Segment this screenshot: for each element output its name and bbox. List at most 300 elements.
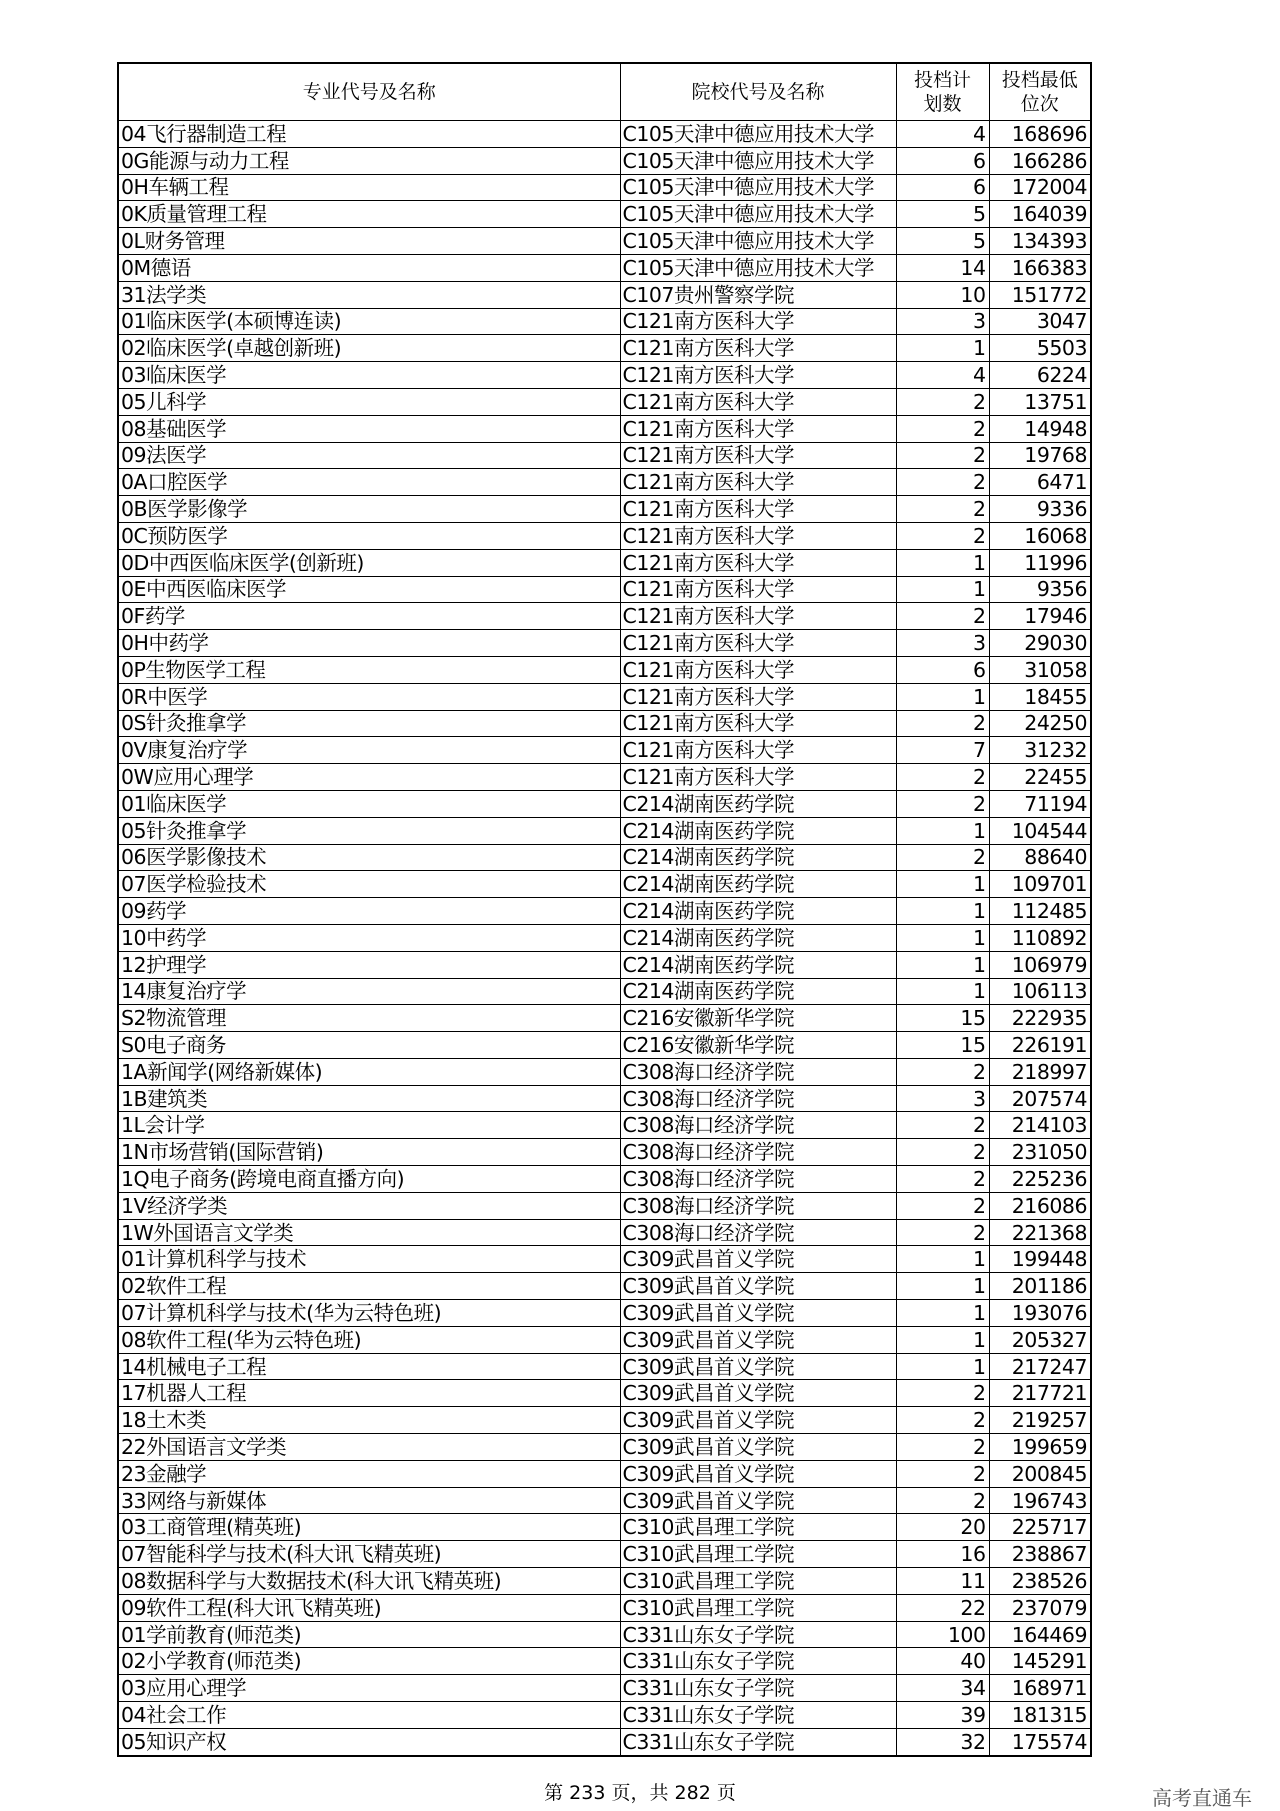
plan-count-cell: 1 bbox=[896, 1326, 989, 1353]
plan-count-cell: 5 bbox=[896, 201, 989, 228]
plan-count-cell: 2 bbox=[896, 1112, 989, 1139]
min-rank-cell: 110892 bbox=[989, 924, 1091, 951]
major-cell: 08基础医学 bbox=[118, 415, 620, 442]
header-school: 院校代号及名称 bbox=[620, 63, 896, 121]
min-rank-cell: 145291 bbox=[989, 1648, 1091, 1675]
school-cell: C105天津中德应用技术大学 bbox=[620, 174, 896, 201]
plan-count-cell: 14 bbox=[896, 254, 989, 281]
table-row bbox=[118, 630, 1091, 657]
school-cell: C105天津中德应用技术大学 bbox=[620, 121, 896, 148]
school-cell: C310武昌理工学院 bbox=[620, 1594, 896, 1621]
major-cell: 1Q电子商务(跨境电商直播方向) bbox=[118, 1166, 620, 1193]
plan-count-cell: 2 bbox=[896, 764, 989, 791]
major-cell: 10中药学 bbox=[118, 924, 620, 951]
header-plan-line1: 投档计 bbox=[913, 69, 971, 91]
major-cell: 22外国语言文学类 bbox=[118, 1434, 620, 1461]
school-cell: C214湖南医药学院 bbox=[620, 951, 896, 978]
major-cell: 0H车辆工程 bbox=[118, 174, 620, 201]
table-row bbox=[118, 1407, 1091, 1434]
school-cell: C214湖南医药学院 bbox=[620, 898, 896, 925]
min-rank-cell: 112485 bbox=[989, 898, 1091, 925]
school-cell: C105天津中德应用技术大学 bbox=[620, 147, 896, 174]
school-cell: C214湖南医药学院 bbox=[620, 871, 896, 898]
table-row bbox=[118, 228, 1091, 255]
major-cell: 0A口腔医学 bbox=[118, 469, 620, 496]
major-cell: 06医学影像技术 bbox=[118, 844, 620, 871]
school-cell: C121南方医科大学 bbox=[620, 576, 896, 603]
min-rank-cell: 237079 bbox=[989, 1594, 1091, 1621]
table-row bbox=[118, 1085, 1091, 1112]
min-rank-cell: 109701 bbox=[989, 871, 1091, 898]
table-row bbox=[118, 603, 1091, 630]
plan-count-cell: 16 bbox=[896, 1541, 989, 1568]
major-cell: 02小学教育(师范类) bbox=[118, 1648, 620, 1675]
school-cell: C121南方医科大学 bbox=[620, 469, 896, 496]
major-cell: 03临床医学 bbox=[118, 362, 620, 389]
min-rank-cell: 106113 bbox=[989, 978, 1091, 1005]
major-cell: 04社会工作 bbox=[118, 1702, 620, 1729]
table-row bbox=[118, 121, 1091, 148]
table-row bbox=[118, 1273, 1091, 1300]
major-cell: 1W外国语言文学类 bbox=[118, 1219, 620, 1246]
table-row bbox=[118, 1460, 1091, 1487]
table-row bbox=[118, 1648, 1091, 1675]
school-cell: C121南方医科大学 bbox=[620, 388, 896, 415]
table-row bbox=[118, 1487, 1091, 1514]
major-cell: 09法医学 bbox=[118, 442, 620, 469]
school-cell: C308海口经济学院 bbox=[620, 1219, 896, 1246]
major-cell: S2物流管理 bbox=[118, 1005, 620, 1032]
school-cell: C310武昌理工学院 bbox=[620, 1514, 896, 1541]
min-rank-cell: 219257 bbox=[989, 1407, 1091, 1434]
school-cell: C309武昌首义学院 bbox=[620, 1300, 896, 1327]
min-rank-cell: 238526 bbox=[989, 1568, 1091, 1595]
major-cell: 17机器人工程 bbox=[118, 1380, 620, 1407]
school-cell: C214湖南医药学院 bbox=[620, 924, 896, 951]
plan-count-cell: 2 bbox=[896, 1192, 989, 1219]
plan-count-cell: 15 bbox=[896, 1032, 989, 1059]
table-row bbox=[118, 1166, 1091, 1193]
plan-count-cell: 3 bbox=[896, 630, 989, 657]
major-cell: 0E中西医临床医学 bbox=[118, 576, 620, 603]
table-body bbox=[118, 121, 1091, 1756]
table-row bbox=[118, 1219, 1091, 1246]
school-cell: C331山东女子学院 bbox=[620, 1648, 896, 1675]
major-cell: 31法学类 bbox=[118, 281, 620, 308]
plan-count-cell: 11 bbox=[896, 1568, 989, 1595]
min-rank-cell: 199659 bbox=[989, 1434, 1091, 1461]
major-cell: 1B建筑类 bbox=[118, 1085, 620, 1112]
school-cell: C308海口经济学院 bbox=[620, 1112, 896, 1139]
plan-count-cell: 39 bbox=[896, 1702, 989, 1729]
min-rank-cell: 31058 bbox=[989, 656, 1091, 683]
watermark: 高考直通车 bbox=[1152, 1786, 1252, 1810]
school-cell: C121南方医科大学 bbox=[620, 683, 896, 710]
major-cell: 09药学 bbox=[118, 898, 620, 925]
header-plan-line2: 划数 bbox=[923, 93, 962, 115]
min-rank-cell: 166286 bbox=[989, 147, 1091, 174]
table-row bbox=[118, 174, 1091, 201]
major-cell: 04飞行器制造工程 bbox=[118, 121, 620, 148]
plan-count-cell: 1 bbox=[896, 978, 989, 1005]
school-cell: C310武昌理工学院 bbox=[620, 1541, 896, 1568]
plan-count-cell: 2 bbox=[896, 1219, 989, 1246]
table-row bbox=[118, 1326, 1091, 1353]
plan-count-cell: 32 bbox=[896, 1728, 989, 1755]
min-rank-cell: 164469 bbox=[989, 1621, 1091, 1648]
major-cell: 02软件工程 bbox=[118, 1273, 620, 1300]
table-row bbox=[118, 442, 1091, 469]
plan-count-cell: 4 bbox=[896, 362, 989, 389]
table-row bbox=[118, 924, 1091, 951]
plan-count-cell: 6 bbox=[896, 656, 989, 683]
min-rank-cell: 168696 bbox=[989, 121, 1091, 148]
min-rank-cell: 31232 bbox=[989, 737, 1091, 764]
school-cell: C121南方医科大学 bbox=[620, 308, 896, 335]
school-cell: C121南方医科大学 bbox=[620, 442, 896, 469]
min-rank-cell: 225236 bbox=[989, 1166, 1091, 1193]
table-row bbox=[118, 1541, 1091, 1568]
plan-count-cell: 1 bbox=[896, 951, 989, 978]
plan-count-cell: 1 bbox=[896, 1273, 989, 1300]
school-cell: C214湖南医药学院 bbox=[620, 844, 896, 871]
min-rank-cell: 13751 bbox=[989, 388, 1091, 415]
min-rank-cell: 168971 bbox=[989, 1675, 1091, 1702]
plan-count-cell: 15 bbox=[896, 1005, 989, 1032]
min-rank-cell: 222935 bbox=[989, 1005, 1091, 1032]
school-cell: C121南方医科大学 bbox=[620, 630, 896, 657]
table-header-row bbox=[118, 63, 1091, 121]
school-cell: C121南方医科大学 bbox=[620, 362, 896, 389]
school-cell: C214湖南医药学院 bbox=[620, 978, 896, 1005]
header-major: 专业代号及名称 bbox=[118, 63, 620, 121]
plan-count-cell: 6 bbox=[896, 147, 989, 174]
school-cell: C105天津中德应用技术大学 bbox=[620, 254, 896, 281]
major-cell: 1V经济学类 bbox=[118, 1192, 620, 1219]
plan-count-cell: 1 bbox=[896, 1246, 989, 1273]
school-cell: C121南方医科大学 bbox=[620, 496, 896, 523]
min-rank-cell: 88640 bbox=[989, 844, 1091, 871]
school-cell: C309武昌首义学院 bbox=[620, 1407, 896, 1434]
table-row bbox=[118, 522, 1091, 549]
header-rank-line2: 位次 bbox=[1020, 93, 1059, 115]
min-rank-cell: 5503 bbox=[989, 335, 1091, 362]
table-row bbox=[118, 308, 1091, 335]
min-rank-cell: 164039 bbox=[989, 201, 1091, 228]
min-rank-cell: 214103 bbox=[989, 1112, 1091, 1139]
min-rank-cell: 22455 bbox=[989, 764, 1091, 791]
plan-count-cell: 6 bbox=[896, 174, 989, 201]
table-row bbox=[118, 254, 1091, 281]
table-row bbox=[118, 281, 1091, 308]
table-row bbox=[118, 1380, 1091, 1407]
table-row bbox=[118, 656, 1091, 683]
school-cell: C331山东女子学院 bbox=[620, 1675, 896, 1702]
header-rank-line1: 投档最低 bbox=[1001, 69, 1078, 91]
min-rank-cell: 134393 bbox=[989, 228, 1091, 255]
school-cell: C105天津中德应用技术大学 bbox=[620, 201, 896, 228]
major-cell: 0B医学影像学 bbox=[118, 496, 620, 523]
major-cell: 0K质量管理工程 bbox=[118, 201, 620, 228]
min-rank-cell: 9336 bbox=[989, 496, 1091, 523]
school-cell: C121南方医科大学 bbox=[620, 656, 896, 683]
plan-count-cell: 2 bbox=[896, 603, 989, 630]
table-row bbox=[118, 1246, 1091, 1273]
min-rank-cell: 205327 bbox=[989, 1326, 1091, 1353]
major-cell: 1A新闻学(网络新媒体) bbox=[118, 1058, 620, 1085]
plan-count-cell: 10 bbox=[896, 281, 989, 308]
plan-count-cell: 5 bbox=[896, 228, 989, 255]
table-row bbox=[118, 844, 1091, 871]
table-row bbox=[118, 790, 1091, 817]
school-cell: C331山东女子学院 bbox=[620, 1702, 896, 1729]
major-cell: 07计算机科学与技术(华为云特色班) bbox=[118, 1300, 620, 1327]
min-rank-cell: 216086 bbox=[989, 1192, 1091, 1219]
school-cell: C121南方医科大学 bbox=[620, 710, 896, 737]
plan-count-cell: 2 bbox=[896, 1434, 989, 1461]
min-rank-cell: 175574 bbox=[989, 1728, 1091, 1755]
min-rank-cell: 71194 bbox=[989, 790, 1091, 817]
table-row bbox=[118, 1353, 1091, 1380]
school-cell: C121南方医科大学 bbox=[620, 764, 896, 791]
table-row bbox=[118, 1594, 1091, 1621]
major-cell: 0R中医学 bbox=[118, 683, 620, 710]
min-rank-cell: 238867 bbox=[989, 1541, 1091, 1568]
plan-count-cell: 1 bbox=[896, 1353, 989, 1380]
school-cell: C121南方医科大学 bbox=[620, 549, 896, 576]
table-row bbox=[118, 1032, 1091, 1059]
plan-count-cell: 4 bbox=[896, 121, 989, 148]
header-min-rank bbox=[989, 63, 1091, 121]
plan-count-cell: 2 bbox=[896, 1407, 989, 1434]
plan-count-cell: 7 bbox=[896, 737, 989, 764]
school-cell: C309武昌首义学院 bbox=[620, 1326, 896, 1353]
school-cell: C310武昌理工学院 bbox=[620, 1568, 896, 1595]
school-cell: C214湖南医药学院 bbox=[620, 790, 896, 817]
school-cell: C308海口经济学院 bbox=[620, 1192, 896, 1219]
table-row bbox=[118, 1514, 1091, 1541]
school-cell: C107贵州警察学院 bbox=[620, 281, 896, 308]
plan-count-cell: 1 bbox=[896, 898, 989, 925]
plan-count-cell: 2 bbox=[896, 844, 989, 871]
min-rank-cell: 106979 bbox=[989, 951, 1091, 978]
min-rank-cell: 231050 bbox=[989, 1139, 1091, 1166]
school-cell: C216安徽新华学院 bbox=[620, 1005, 896, 1032]
plan-count-cell: 2 bbox=[896, 1058, 989, 1085]
plan-count-cell: 1 bbox=[896, 1300, 989, 1327]
plan-count-cell: 1 bbox=[896, 335, 989, 362]
table-row bbox=[118, 737, 1091, 764]
school-cell: C309武昌首义学院 bbox=[620, 1353, 896, 1380]
table-row bbox=[118, 1112, 1091, 1139]
school-cell: C331山东女子学院 bbox=[620, 1728, 896, 1755]
plan-count-cell: 2 bbox=[896, 1460, 989, 1487]
min-rank-cell: 221368 bbox=[989, 1219, 1091, 1246]
school-cell: C308海口经济学院 bbox=[620, 1058, 896, 1085]
table-row bbox=[118, 1702, 1091, 1729]
min-rank-cell: 16068 bbox=[989, 522, 1091, 549]
major-cell: 03应用心理学 bbox=[118, 1675, 620, 1702]
plan-count-cell: 100 bbox=[896, 1621, 989, 1648]
plan-count-cell: 2 bbox=[896, 442, 989, 469]
min-rank-cell: 217247 bbox=[989, 1353, 1091, 1380]
school-cell: C309武昌首义学院 bbox=[620, 1434, 896, 1461]
plan-count-cell: 2 bbox=[896, 469, 989, 496]
major-cell: 1L会计学 bbox=[118, 1112, 620, 1139]
school-cell: C331山东女子学院 bbox=[620, 1621, 896, 1648]
major-cell: 0P生物医学工程 bbox=[118, 656, 620, 683]
plan-count-cell: 1 bbox=[896, 871, 989, 898]
min-rank-cell: 104544 bbox=[989, 817, 1091, 844]
school-cell: C121南方医科大学 bbox=[620, 737, 896, 764]
table-row bbox=[118, 388, 1091, 415]
plan-count-cell: 1 bbox=[896, 683, 989, 710]
table-row bbox=[118, 1728, 1091, 1755]
min-rank-cell: 217721 bbox=[989, 1380, 1091, 1407]
major-cell: 0H中药学 bbox=[118, 630, 620, 657]
school-cell: C216安徽新华学院 bbox=[620, 1032, 896, 1059]
table-row bbox=[118, 683, 1091, 710]
min-rank-cell: 199448 bbox=[989, 1246, 1091, 1273]
min-rank-cell: 29030 bbox=[989, 630, 1091, 657]
min-rank-cell: 3047 bbox=[989, 308, 1091, 335]
table-row bbox=[118, 1621, 1091, 1648]
major-cell: 08数据科学与大数据技术(科大讯飞精英班) bbox=[118, 1568, 620, 1595]
school-cell: C121南方医科大学 bbox=[620, 522, 896, 549]
major-cell: 01临床医学(本硕博连读) bbox=[118, 308, 620, 335]
school-cell: C308海口经济学院 bbox=[620, 1085, 896, 1112]
major-cell: 07智能科学与技术(科大讯飞精英班) bbox=[118, 1541, 620, 1568]
min-rank-cell: 151772 bbox=[989, 281, 1091, 308]
major-cell: 0V康复治疗学 bbox=[118, 737, 620, 764]
min-rank-cell: 166383 bbox=[989, 254, 1091, 281]
major-cell: 05知识产权 bbox=[118, 1728, 620, 1755]
school-cell: C309武昌首义学院 bbox=[620, 1246, 896, 1273]
major-cell: 01学前教育(师范类) bbox=[118, 1621, 620, 1648]
min-rank-cell: 14948 bbox=[989, 415, 1091, 442]
major-cell: 05儿科学 bbox=[118, 388, 620, 415]
table-row bbox=[118, 817, 1091, 844]
table-row bbox=[118, 1192, 1091, 1219]
table-row bbox=[118, 415, 1091, 442]
min-rank-cell: 17946 bbox=[989, 603, 1091, 630]
table-row bbox=[118, 1300, 1091, 1327]
major-cell: 0W应用心理学 bbox=[118, 764, 620, 791]
school-cell: C309武昌首义学院 bbox=[620, 1380, 896, 1407]
plan-count-cell: 40 bbox=[896, 1648, 989, 1675]
table-row bbox=[118, 362, 1091, 389]
min-rank-cell: 18455 bbox=[989, 683, 1091, 710]
plan-count-cell: 1 bbox=[896, 817, 989, 844]
admission-table bbox=[117, 62, 1092, 1757]
table-row bbox=[118, 871, 1091, 898]
school-cell: C309武昌首义学院 bbox=[620, 1273, 896, 1300]
min-rank-cell: 172004 bbox=[989, 174, 1091, 201]
plan-count-cell: 34 bbox=[896, 1675, 989, 1702]
major-cell: 01临床医学 bbox=[118, 790, 620, 817]
major-cell: 23金融学 bbox=[118, 1460, 620, 1487]
min-rank-cell: 196743 bbox=[989, 1487, 1091, 1514]
plan-count-cell: 3 bbox=[896, 308, 989, 335]
min-rank-cell: 24250 bbox=[989, 710, 1091, 737]
major-cell: 0F药学 bbox=[118, 603, 620, 630]
plan-count-cell: 2 bbox=[896, 415, 989, 442]
min-rank-cell: 11996 bbox=[989, 549, 1091, 576]
plan-count-cell: 2 bbox=[896, 496, 989, 523]
major-cell: 14机械电子工程 bbox=[118, 1353, 620, 1380]
table-row bbox=[118, 1434, 1091, 1461]
major-cell: 03工商管理(精英班) bbox=[118, 1514, 620, 1541]
major-cell: 01计算机科学与技术 bbox=[118, 1246, 620, 1273]
min-rank-cell: 6224 bbox=[989, 362, 1091, 389]
plan-count-cell: 2 bbox=[896, 1380, 989, 1407]
major-cell: 0M德语 bbox=[118, 254, 620, 281]
table-row bbox=[118, 764, 1091, 791]
plan-count-cell: 2 bbox=[896, 710, 989, 737]
min-rank-cell: 225717 bbox=[989, 1514, 1091, 1541]
school-cell: C121南方医科大学 bbox=[620, 335, 896, 362]
major-cell: 07医学检验技术 bbox=[118, 871, 620, 898]
major-cell: S0电子商务 bbox=[118, 1032, 620, 1059]
min-rank-cell: 6471 bbox=[989, 469, 1091, 496]
table-row bbox=[118, 576, 1091, 603]
table-row bbox=[118, 201, 1091, 228]
table-row bbox=[118, 1005, 1091, 1032]
table-row bbox=[118, 978, 1091, 1005]
min-rank-cell: 9356 bbox=[989, 576, 1091, 603]
min-rank-cell: 218997 bbox=[989, 1058, 1091, 1085]
school-cell: C309武昌首义学院 bbox=[620, 1460, 896, 1487]
table-row bbox=[118, 469, 1091, 496]
header-plan bbox=[896, 63, 989, 121]
min-rank-cell: 200845 bbox=[989, 1460, 1091, 1487]
table-row bbox=[118, 496, 1091, 523]
table-row bbox=[118, 1058, 1091, 1085]
major-cell: 0S针灸推拿学 bbox=[118, 710, 620, 737]
school-cell: C121南方医科大学 bbox=[620, 415, 896, 442]
table-row bbox=[118, 1675, 1091, 1702]
table-row bbox=[118, 1568, 1091, 1595]
major-cell: 0G能源与动力工程 bbox=[118, 147, 620, 174]
plan-count-cell: 2 bbox=[896, 790, 989, 817]
major-cell: 18土木类 bbox=[118, 1407, 620, 1434]
table-row bbox=[118, 549, 1091, 576]
major-cell: 0D中西医临床医学(创新班) bbox=[118, 549, 620, 576]
min-rank-cell: 207574 bbox=[989, 1085, 1091, 1112]
school-cell: C105天津中德应用技术大学 bbox=[620, 228, 896, 255]
min-rank-cell: 19768 bbox=[989, 442, 1091, 469]
school-cell: C308海口经济学院 bbox=[620, 1166, 896, 1193]
plan-count-cell: 2 bbox=[896, 522, 989, 549]
plan-count-cell: 1 bbox=[896, 924, 989, 951]
major-cell: 0L财务管理 bbox=[118, 228, 620, 255]
major-cell: 05针灸推拿学 bbox=[118, 817, 620, 844]
min-rank-cell: 201186 bbox=[989, 1273, 1091, 1300]
table-row bbox=[118, 1139, 1091, 1166]
major-cell: 12护理学 bbox=[118, 951, 620, 978]
min-rank-cell: 181315 bbox=[989, 1702, 1091, 1729]
major-cell: 1N市场营销(国际营销) bbox=[118, 1139, 620, 1166]
major-cell: 09软件工程(科大讯飞精英班) bbox=[118, 1594, 620, 1621]
plan-count-cell: 1 bbox=[896, 576, 989, 603]
major-cell: 0C预防医学 bbox=[118, 522, 620, 549]
table-row bbox=[118, 898, 1091, 925]
major-cell: 33网络与新媒体 bbox=[118, 1487, 620, 1514]
table-row bbox=[118, 710, 1091, 737]
page-footer: 第 233 页，共 282 页 bbox=[544, 1782, 736, 1804]
plan-count-cell: 20 bbox=[896, 1514, 989, 1541]
school-cell: C121南方医科大学 bbox=[620, 603, 896, 630]
